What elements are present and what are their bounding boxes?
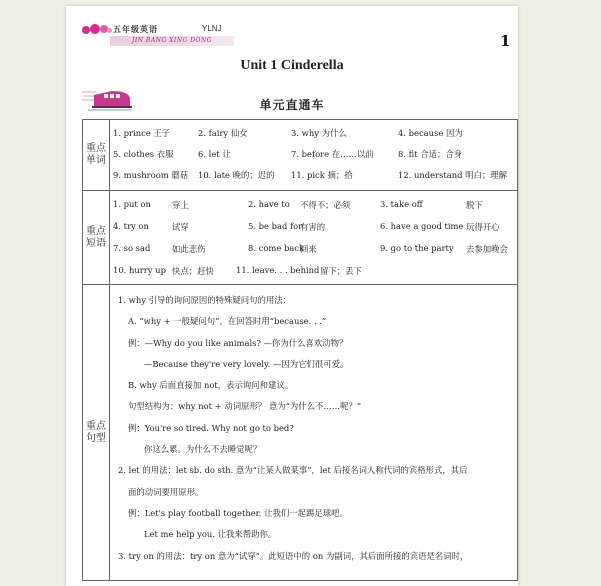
phrases-label: 重点短语 bbox=[83, 191, 110, 284]
grammar-line: 你这么累。为什么不去睡觉呢？ bbox=[144, 444, 262, 455]
header-band: JIN BANG XING DONG bbox=[110, 36, 234, 46]
phrase-en: 11. leave. . . behind bbox=[236, 265, 320, 275]
word-item: 11. pick 摘；拾 bbox=[291, 170, 353, 180]
phrase-cn: 穿上 bbox=[172, 200, 189, 210]
phrases-section bbox=[83, 191, 517, 285]
table-row bbox=[110, 143, 517, 164]
unit-title: Unit 1 Cinderella bbox=[240, 58, 344, 73]
grammar-line: 例：You're so tired. Why not go to bed? bbox=[128, 422, 294, 433]
word-item: 1. prince 王子 bbox=[113, 128, 171, 138]
word-item: 10. late 晚的；迟的 bbox=[198, 170, 275, 180]
grammar-line: —Because they're very lovely. —因为它们很可爱。 bbox=[144, 358, 349, 369]
grammar-line: A. “why + 一般疑问句”，在回答时用“because. . .” bbox=[128, 316, 327, 327]
table-row bbox=[110, 194, 517, 216]
header-grade: 五年级英语 bbox=[113, 24, 158, 34]
phrase-cn: 脱下 bbox=[466, 200, 483, 210]
phrase-en: 1. put on bbox=[113, 199, 151, 209]
grammar-line: 句型结构为：why not + 动词原形？ 意为“为什么不……呢？” bbox=[128, 401, 362, 412]
grammar-body bbox=[110, 285, 517, 580]
words-section bbox=[83, 120, 517, 191]
grammar-line: 1. why 引导的询问原因的特殊疑问句的用法： bbox=[118, 295, 291, 305]
page-number: 1 bbox=[500, 32, 511, 50]
grammar-line: B. why 后面直接加 not，表示询问和建议。 bbox=[128, 380, 294, 391]
phrase-cn: 回来 bbox=[300, 244, 317, 254]
phrase-cn: 玩得开心 bbox=[466, 222, 500, 232]
grammar-section bbox=[83, 285, 517, 580]
phrase-en: 6. have a good time bbox=[380, 221, 464, 231]
grammar-line: 例：Let's play football together. 让我们一起踢足球吧。 bbox=[128, 507, 348, 518]
section-subtitle: 单元直通车 bbox=[259, 98, 325, 112]
summary-table bbox=[82, 119, 518, 581]
word-item: 9. mushroom 蘑菇 bbox=[113, 170, 189, 180]
word-item: 7. before 在……以前 bbox=[291, 149, 374, 159]
phrase-en: 8. come back bbox=[248, 243, 305, 253]
word-item: 2. fairy 仙女 bbox=[198, 128, 248, 138]
phrase-en: 3. take off bbox=[380, 199, 423, 209]
phrase-cn: 不得不；必须 bbox=[300, 200, 351, 210]
phrase-en: 5. be bad for bbox=[248, 221, 303, 231]
phrase-en: 9. go to the party bbox=[380, 243, 454, 253]
table-row bbox=[110, 216, 517, 238]
phrase-en: 4. try on bbox=[113, 221, 149, 231]
phrase-cn: 留下；丢下 bbox=[320, 266, 362, 276]
grammar-line: 2. let 的用法：let sb. do sth. 意为“让某人做某事”，let 后接名词人称代词的宾格形式，其后 bbox=[118, 465, 468, 476]
grammar-line: 例：—Why do you like animals? —你为什么喜欢动物？ bbox=[128, 337, 348, 348]
phrase-cn: 如此悲伤 bbox=[172, 244, 206, 254]
grammar-label: 重点句型 bbox=[83, 285, 110, 580]
word-item: 12. understand 明白；理解 bbox=[398, 170, 508, 180]
word-item: 8. fit 合适；合身 bbox=[398, 149, 463, 159]
phrase-en: 7. so sad bbox=[113, 243, 151, 253]
words-label: 重点单词 bbox=[83, 120, 110, 190]
table-row bbox=[110, 122, 517, 143]
workbook-page bbox=[66, 6, 518, 586]
phrase-en: 10. hurry up bbox=[113, 265, 166, 275]
grammar-line: 3. try on 的用法：try on 意为“试穿”。此短语中的 on 为副词，其后面所接的宾语是名词时， bbox=[118, 550, 469, 561]
grammar-line: Let me help you. 让我来帮助你。 bbox=[144, 529, 277, 540]
phrases-body bbox=[110, 191, 517, 284]
word-item: 3. why 为什么 bbox=[291, 128, 347, 138]
phrase-cn: 快点；赶快 bbox=[172, 266, 214, 276]
word-item: 4. because 因为 bbox=[398, 128, 463, 138]
header-code: YLNJ bbox=[202, 24, 222, 33]
words-body bbox=[110, 120, 517, 190]
phrase-cn: 试穿 bbox=[172, 222, 189, 232]
word-item: 5. clothes 衣服 bbox=[113, 149, 174, 159]
grammar-line: 面的动词要用原形。 bbox=[128, 486, 204, 497]
table-row bbox=[110, 238, 517, 260]
table-row bbox=[110, 260, 517, 282]
phrase-en: 2. have to bbox=[248, 199, 290, 209]
table-row bbox=[110, 164, 517, 185]
phrase-cn: 去参加晚会 bbox=[466, 244, 508, 254]
phrase-cn: 有害的 bbox=[300, 222, 326, 232]
word-item: 6. let 让 bbox=[198, 149, 231, 159]
